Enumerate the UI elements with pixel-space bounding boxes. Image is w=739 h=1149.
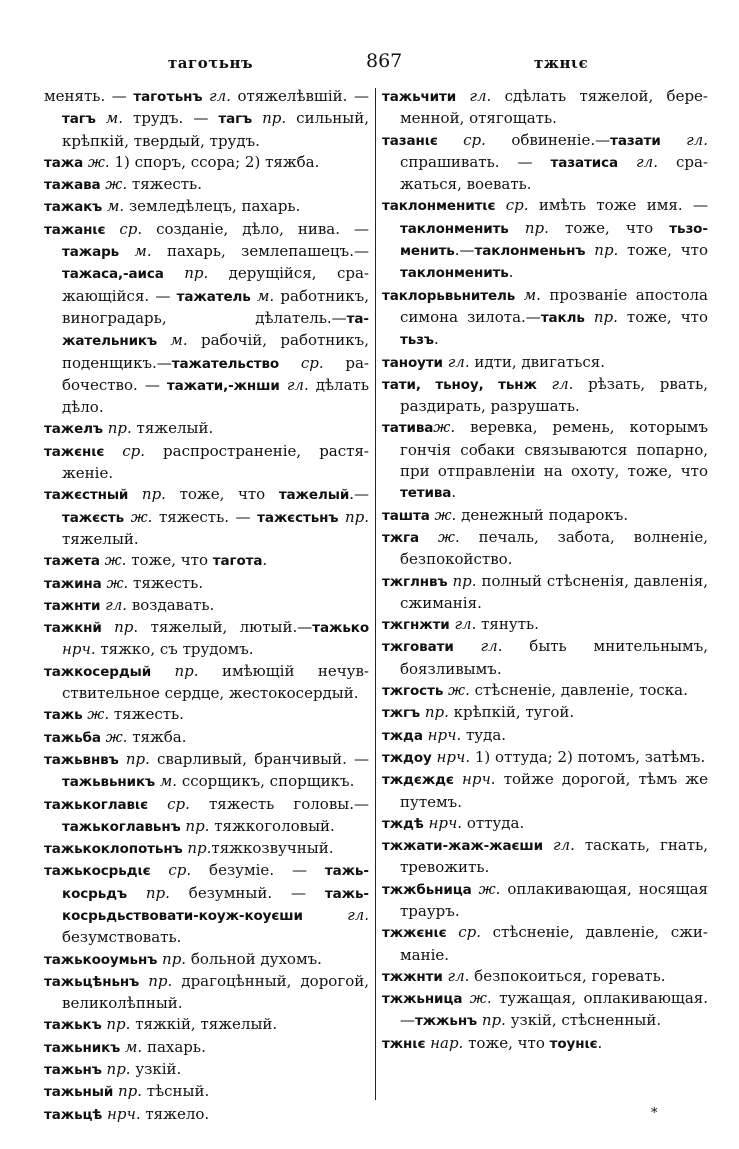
definition-text: воздавать. [127,595,215,614]
headword: тжгнжти [382,617,450,634]
grammar-label: ср. [150,861,192,880]
dictionary-entry [44,550,369,572]
headword: тажькооумьнъ [44,951,158,968]
headword: тажати,-жнши [166,377,280,394]
definition-text: тяжба. [127,727,187,746]
left-column [44,86,369,1126]
headword: тажєсть [62,509,125,526]
grammar-label: ж. [471,879,501,898]
definition-text: тоже, что [126,551,213,570]
headword: тати, тьноу, тьнж [382,376,537,393]
headword: тажькоклопотьнъ [44,841,183,858]
headword: тажательство [171,355,280,372]
headword: тжгость [382,683,444,700]
definition-text: . [262,551,268,570]
grammar-label: пр. [102,419,132,438]
definition-text: .— [349,485,369,504]
grammar-label: ж. [429,505,457,524]
grammar-label: пр. [163,264,209,283]
grammar-label: пр. [420,703,449,722]
definition-text: тяжкоголовый. [209,816,335,835]
headword: тагота [212,553,263,570]
headword: тажьчити [382,89,457,105]
grammar-label: нрч. [102,1104,141,1123]
grammar-label: гл. [456,87,492,105]
headword: тазати [610,132,661,149]
headword: таклонменьнъ [474,243,586,260]
dictionary-entry [44,196,369,218]
definition-text: дѣлать дѣло. [62,375,369,417]
grammar-label: пр. [101,1015,131,1034]
dictionary-entry [44,86,369,152]
dictionary-entry [44,1014,369,1036]
grammar-label: пр. [477,1011,506,1030]
dictionary-entry [44,949,369,971]
definition-text: распространеніе, растяженіе. [62,441,369,483]
headword: тажава [44,177,101,194]
right-column [382,86,708,1055]
definition-text: рѣзать, рвать, раздирать, разрушать. [400,374,709,416]
definition-text: больной духомъ. [186,949,322,968]
grammar-label: ср. [105,219,143,238]
headword: тжговати [382,639,454,656]
grammar-label: пр. [585,241,619,260]
definition-text: тойже дорогой, тѣмъ же путемъ. [400,770,708,811]
headword: тьзоменить [400,220,708,260]
dictionary-entry [382,352,708,374]
definition-text: тяжко, съ трудомъ. [95,640,254,659]
grammar-label: ж. [100,175,128,194]
grammar-label: ж. [419,527,460,546]
headword: тжжьнъ [415,1013,478,1030]
headword: тоунιє [549,1035,598,1052]
grammar-label: нрч. [423,813,463,832]
grammar-label: м. [119,242,152,261]
dictionary-entry [44,1104,369,1126]
headword: тажаса,-аиса [62,266,164,283]
headword: тажелый [278,487,350,504]
definition-text: стѣсненіе, давленіе, сжиманіе. [400,923,708,964]
grammar-label: ср. [446,923,481,942]
headword: тажьвьникъ [62,774,156,791]
grammar-label: м. [250,286,275,305]
definition-text: стѣсненіе, давленіе, тоска. [469,681,688,700]
definition-text: тоже, что [463,1033,550,1052]
dictionary-entry [44,484,369,550]
definition-text: 1) споръ, ссора; 2) тяжба. [109,152,320,171]
headword: тажина [44,575,102,592]
grammar-label: ж. [433,418,456,437]
headword: тагоτьнъ [133,89,203,105]
definition-text: узкій, стѣсненный. [505,1011,662,1030]
grammar-label: ср. [279,353,324,372]
headword: тжжбьница [382,881,472,898]
dictionary-entry [382,505,708,527]
headword: тжнιє [382,1035,426,1052]
headword: тажькосрьдьствовати-коуж-коуєши [62,885,369,924]
grammar-label: пр. [338,507,369,526]
page-number: 867 [366,50,403,72]
grammar-label: м. [515,285,541,304]
definition-text: тяжело. [140,1104,210,1123]
headword: тетива [400,485,452,502]
grammar-label: ср. [104,441,146,460]
page-header [44,50,704,76]
headword: тажета [44,553,100,570]
grammar-label: пр. [113,1082,143,1101]
grammar-label: пр. [151,661,199,680]
definition-text: . [508,263,514,282]
headword: тажькосрьдъ [62,863,369,902]
definition-text: тужащая, оплакивающая.— [400,989,708,1030]
definition-text: дерущійся, сражающійся. — [62,264,369,305]
grammar-label: пр. [447,571,477,590]
definition-text: ссорщикъ, спорщикъ. [177,772,355,791]
definition-text: идти, двигаться. [469,352,606,371]
grammar-label: гл. [100,595,128,614]
headword: тажьба [44,729,101,746]
definition-text: тяжесть. [109,705,184,724]
headword: тажкнй [44,620,102,637]
grammar-label: гл. [202,87,231,105]
dictionary-entry [44,418,369,440]
headword: тажькоглавьнъ [62,818,181,835]
grammar-label: ж. [83,152,110,171]
dictionary-entry [44,1081,369,1103]
dictionary-entry [382,680,708,702]
definition-text: менять. — [44,87,134,105]
grammar-label: м. [155,772,178,791]
headword: тажакъ [44,199,103,216]
headword: тжжати-жаж-жаєши [382,838,544,855]
definition-text: обвиненіе.— [485,130,611,149]
definition-text: работникъ, виноградарь, дѣлатель.— [62,286,369,327]
headword: тажанιє [44,221,106,238]
definition-text: пахарь, землепашецъ.— [151,242,369,261]
dictionary-entry [44,794,369,839]
headword: тжда [382,727,423,744]
definition-text: тяжелый. [131,419,214,438]
grammar-label: нрч. [422,725,462,744]
headword: тждєждє [382,772,454,789]
definition-text: тяжесть. [128,573,204,592]
grammar-label: пр. [508,218,549,237]
dictionary-entry [382,966,708,988]
dictionary-entry [382,988,708,1033]
headword: тжжєнιє [382,925,447,942]
definition-text: рабочество. — [62,353,369,394]
headword: тажь [44,707,83,724]
definition-text: 1) оттуда; 2) потомъ, затѣмъ. [470,747,706,766]
dictionary-entry [44,704,369,726]
headword: тажьникъ [44,1039,121,1056]
definition-text: безумный. — [169,883,325,902]
grammar-label: пр. [180,816,210,835]
headword: тажєстный [44,487,129,504]
dictionary-entry [382,879,708,923]
dictionary-entry [382,527,708,571]
definition-text: тоже, что [617,307,708,326]
definition-text: оплакивающая, носящая трауръ. [400,879,708,920]
grammar-label: пр. [252,109,287,128]
definition-text: безуміе. — [191,861,325,880]
headword: тажьвнвъ [44,751,119,768]
definition-text: . [451,483,457,502]
headword: тажькосрьдιє [44,863,151,880]
dictionary-entry [44,749,369,794]
headword: тжга [382,529,420,546]
headword: тажьцѣ [44,1106,103,1123]
headword: тажько [312,620,369,637]
definition-text: трудъ. — [122,109,219,128]
grammar-label: пр. [157,949,187,968]
grammar-label: гл. [536,374,574,393]
footer-mark: * [651,1106,658,1121]
grammar-label: ж. [99,551,127,570]
headword: тажатель [176,288,251,305]
grammar-label: нрч. [62,640,96,659]
dictionary-entry [44,219,369,419]
definition-text: . [433,330,439,349]
grammar-label: м. [102,197,125,216]
grammar-label: нрч. [431,747,471,766]
grammar-label: м. [157,331,188,350]
definition-text: безпокоиться, горевать. [469,966,666,985]
definition-text: узкій. [130,1060,182,1079]
headword: таноути [382,354,443,371]
definition-text: имѣющій нечувствительное сердце, жестокосердый. [62,661,369,703]
headword: тажарь [62,244,120,261]
grammar-label: ж. [100,727,128,746]
definition-text: тоже, что [618,241,708,260]
grammar-label: ср. [148,794,190,813]
dictionary-entry [44,1059,369,1081]
headword: ташта [382,507,430,524]
dictionary-entry [382,417,708,504]
grammar-label: нар. [425,1033,464,1052]
grammar-label: пр. [127,883,170,902]
dictionary-entry [44,838,369,860]
grammar-label: гл. [660,130,708,149]
headword: тжжьница [382,991,463,1008]
definition-text: рабочій, работникъ, поденщикъ.— [62,331,369,372]
headword: тажкосердый [44,663,152,680]
headword: такль [540,309,585,326]
dictionary-entry [44,174,369,196]
grammar-label: ж. [462,989,492,1008]
definition-text: тяжкій, тяжелый. [130,1015,278,1034]
dictionary-entry [382,636,708,680]
definition-text: печаль, забота, волненіе, безпокойство. [400,527,709,569]
dictionary-entry [382,1033,708,1055]
grammar-label: гл. [453,637,503,656]
definition-text: прозваніе апостола симона зилота.— [400,285,708,326]
definition-text: тяжесть. [127,175,202,194]
headword: тажьный [44,1084,114,1101]
grammar-label: гл. [302,905,369,924]
grammar-label: пр [101,618,134,637]
headword: тждѣ [382,815,424,832]
grammar-label: ж. [443,681,470,700]
definition-text: пахарь. [142,1037,206,1056]
dictionary-entry [382,86,708,130]
grammar-label: ж. [101,573,129,592]
headword: тазатиса [550,154,619,171]
grammar-label: гл. [543,836,575,855]
headword: тажнти [44,597,101,614]
dictionary-entry [44,573,369,595]
definition-text: .— [454,241,475,260]
headword: тажьнъ [44,1062,102,1079]
definition-text: сдѣлать тяжелой, беременной, отягощать. [400,87,708,128]
dictionary-entry [382,702,708,724]
definition-text: сражаться, воевать. [400,152,709,194]
dictionary-entry [382,769,708,813]
definition-text: сварливый, бранчивый. — [149,749,369,768]
grammar-label: пр. [128,485,166,504]
definition-text: тяжелый. [62,529,139,548]
definition-text: тоже, что [165,485,279,504]
headword: тжглнвъ [382,573,448,590]
headword: таклонменитιє [382,198,496,215]
grammar-label: нрч. [453,770,496,789]
definition-text: туда. [461,725,507,744]
grammar-label: м. [120,1037,143,1056]
dictionary-entry [382,922,708,966]
grammar-label: гл. [449,615,477,634]
dictionary-entry [382,130,708,196]
definition-text: . [597,1033,603,1052]
definition-text: таскать, гнать, тревожить. [400,836,709,877]
grammar-label: м. [95,109,123,128]
headword: тжжнти [382,968,443,985]
definition-text: оттуда. [462,813,525,832]
grammar-label: гл. [618,152,658,171]
grammar-label: ср. [495,196,529,215]
dictionary-entry [382,285,708,352]
definition-text: полный стѣсненія, давленія, сжиманія. [400,571,708,612]
grammar-label: пр. [584,307,618,326]
column-divider [375,88,376,1100]
definition-text: тоже, что [548,218,670,237]
dictionary-entry [44,617,369,661]
grammar-label: пр. [182,839,212,858]
definition-text: денежный подарокъ. [456,505,629,524]
headword: тажькоглавιє [44,796,148,813]
headword: тажєнιє [44,443,105,460]
definition-text: созданіе, дѣло, нива. — [142,219,369,238]
definition-text: быть мнительнымъ, боязливымъ. [400,637,709,678]
dictionary-entry [44,860,369,948]
dictionary-entry [44,595,369,617]
dictionary-entry [382,835,708,879]
grammar-label: гл. [442,352,470,371]
definition-text: веревка, ремень, которымъ гончія собаки связываются попарно, при отправленіи на охоту, тоже, что [400,418,708,481]
dictionary-entry [382,195,708,284]
headword: тажа [44,154,84,171]
headword: тажьцѣньнъ [44,973,140,990]
definition-text: тяжесть. — [152,507,258,526]
definition-text: спрашивать. — [400,152,551,171]
headword: тажелъ [44,421,103,438]
running-head-right: тжнιє [534,54,589,72]
headword: тажєстьнъ [257,509,339,526]
definition-text: отяжелѣвшій. — [230,87,369,105]
headword: тжгъ [382,705,421,722]
definition-text: тяжесть головы.— [189,794,369,813]
headword: татива [382,420,434,437]
definition-text: тяжкозвучный. [211,839,334,858]
grammar-label: ж. [124,507,153,526]
grammar-label: ж. [82,705,110,724]
headword: тагъ [218,111,253,128]
definition-text: безумствовать. [62,928,182,947]
grammar-label: гл. [279,375,309,394]
definition-text: тянуть. [476,615,539,634]
headword: тажательникъ [62,310,369,350]
dictionary-entry [382,614,708,636]
headword: тазанιє [382,132,438,149]
definition-text: . тяжелый, лютый.— [133,618,313,637]
definition-text: драгоцѣнный, дорогой, великолѣпный. [62,971,369,1013]
dictionary-entry [382,725,708,747]
running-head-left: тагоτьнъ [168,54,253,72]
grammar-label: гл. [442,966,470,985]
dictionary-entry [44,152,369,174]
grammar-label: пр. [101,1060,131,1079]
headword: тагъ [62,111,96,128]
definition-text: тѣсный. [142,1082,210,1101]
headword: таклорьвьнитель [382,287,516,304]
definition-text: сильный, крѣпкій, твердый, трудъ. [62,109,369,150]
grammar-label: ср. [437,130,486,149]
dictionary-entry [44,661,369,705]
dictionary-entry [44,441,369,485]
dictionary-entry [382,813,708,835]
headword: тьзъ [400,332,434,349]
headword: тажькъ [44,1017,102,1034]
definition-text: земледѣлецъ, пахарь. [124,197,301,216]
dictionary-entry [44,971,369,1015]
dictionary-entry [382,374,708,418]
definition-text: крѣпкій, тугой. [448,703,575,722]
dictionary-entry [44,1037,369,1059]
dictionary-entry [382,571,708,615]
headword: таклонменить [400,220,509,237]
headword: таклонменить [400,265,509,282]
dictionary-entry [382,747,708,769]
dictionary-entry [44,727,369,749]
definition-text: имѣть тоже имя. — [528,196,708,215]
grammar-label: пр. [118,749,150,768]
grammar-label: пр. [139,971,173,990]
headword: тждоу [382,749,432,766]
